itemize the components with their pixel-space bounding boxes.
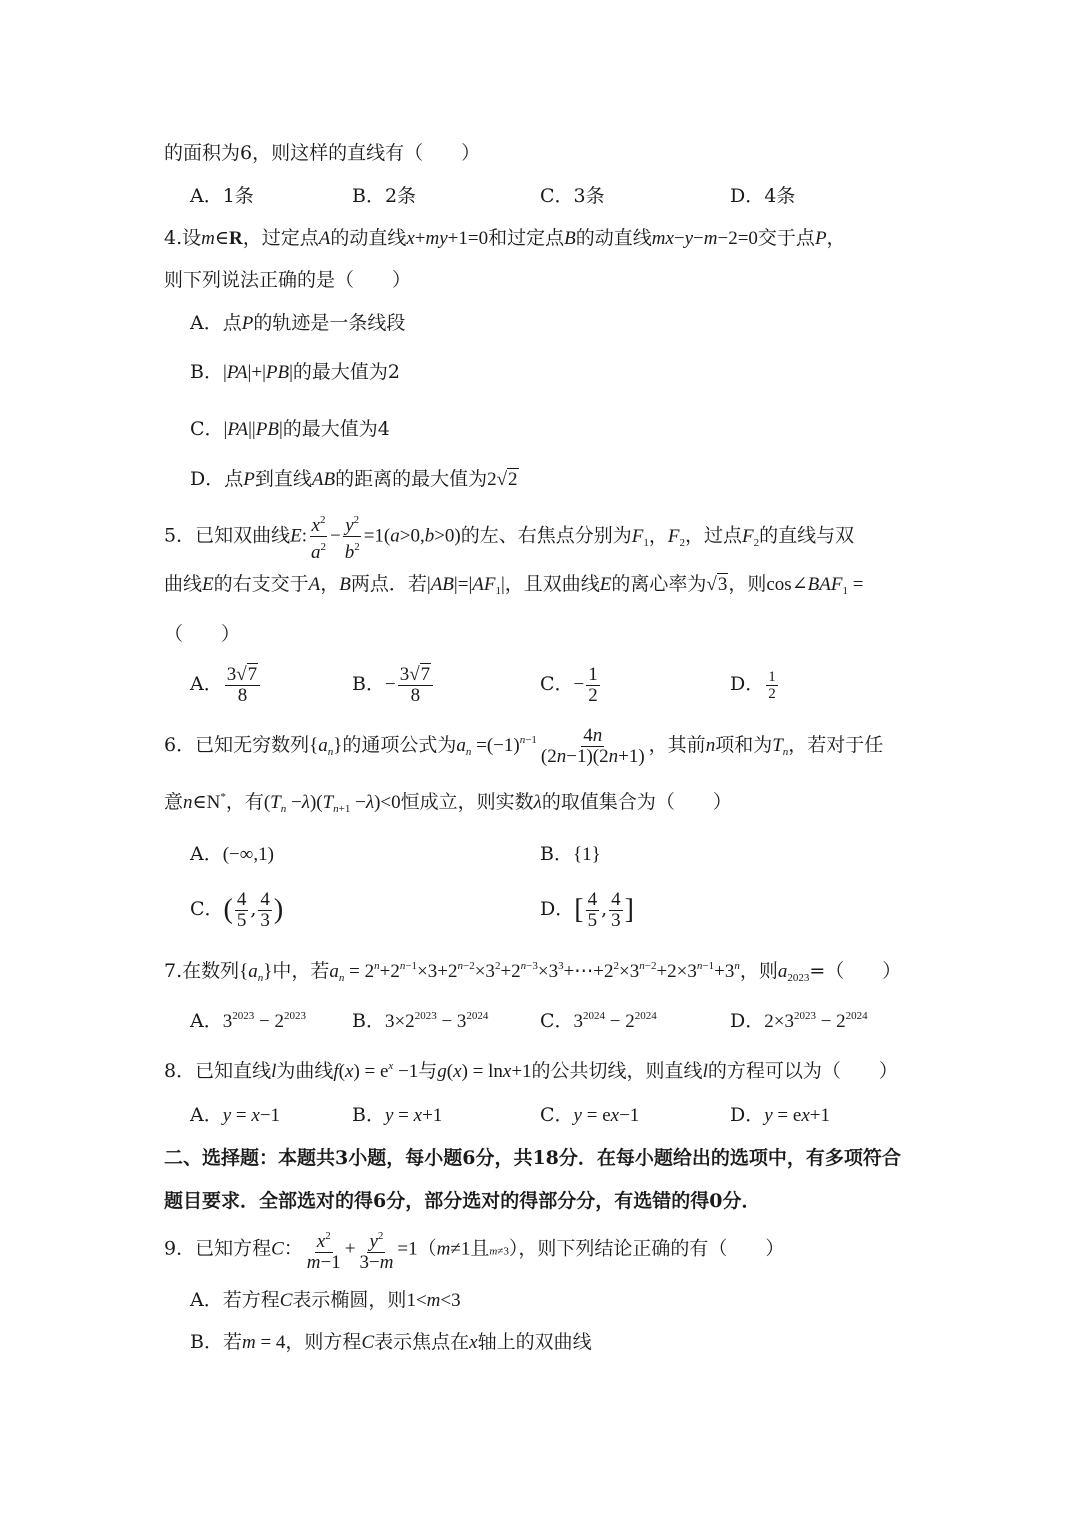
q4-stem-line2: 则下列说法正确的是（ ） [164,269,412,291]
q5-stem-line3: （ ） [164,623,241,645]
q3-option-b: B．2条 [352,185,417,207]
q8-option-d: D．y = ex+1 [730,1104,830,1126]
q4-stem-line1: 4.设m∈R，过定点A的动直线x+my+1=0和过定点B的动直线mx−y−m−2=0交于点P， [164,227,846,249]
q3-continuation: 的面积为6，则这样的直线有（ ） [164,142,481,164]
q8-option-c: C．y = ex−1 [540,1104,640,1126]
q7-stem: 7.在数列$\{a_n\}$中，若$a_n$ = $2^n+2^{n-1}\times 3+2^{n-2}\times 3^2+2^{n-3}\times 3^3+\cdots+2^2\times 3^{n-2}+2\times 3^{n-1}+3^n$，则$a_{2023}=$（ ） [164,960,902,984]
q6-stem-line2: 意n∈N*，有$(T_n -\lambda)(T_{n+1} -\lambda)<0$恒成立，则实数λ的取值集合为（ ） [164,791,732,815]
q4-option-c: C．|PA||PB|的最大值为4 [190,418,390,440]
q6-stem-line1: 6．已知无穷数列$\{a_n\}$的通项公式为$a_n =(-1)^{n-1}$ $\frac{4n}{(2n-1)(2n+1)}$ ，其前n项和为$T_n$，若对于任 [164,724,884,767]
q9-option-a: A．若方程C表示椭圆，则1<m<3 [190,1289,461,1311]
q7-option-b: B．$3\times 2^{2023} - 3^{2024}$ [352,1010,489,1032]
q7-option-d: D．$2\times 3^{2023} - 2^{2024}$ [730,1010,868,1032]
q4-option-a: A．点P的轨迹是一条线段 [190,312,406,334]
q3-option-c: C．3条 [540,185,605,207]
q6-option-a: A．(−∞,1) [190,843,274,865]
q7-option-a: A．$3^{2023} - 2^{2023}$ [190,1010,306,1032]
section2-heading-line2: 题目要求．全部选对的得6分，部分选对的得部分分，有选错的得0分． [164,1190,761,1212]
q5-option-a: A． $\frac{3√7}{8}$ [190,662,262,706]
q5-option-b: B．− $\frac{3√7}{8}$ [352,662,435,707]
q3-option-d: D．4条 [730,185,796,207]
q5-stem-line1: 5．已知双曲线E: $\frac{x^2}{a^2}$ − $\frac{y^2}{b^2}$ =1(a>0,b>0)的左、右焦点分别为$F_1$，$F_2$，过点$F_2$的直线与双 [164,510,854,565]
q9-stem: 9．已知方程C： $\frac{x^2}{m-1}$ + $\frac{y^2}{3-m}$ =1（m≠1且m≠3），则下列结论正确的有（ ） [164,1226,784,1274]
q6-option-c: C．( $\frac{4}{5}$ , $\frac{4}{3}$ ) [190,888,284,931]
q6-option-b: B．{1} [540,843,601,865]
q8-option-b: B．y = x+1 [352,1104,443,1126]
q5-stem-line2: 曲线E的右支交于A，B两点．若$|AB|=|AF_1|$，且双曲线E的离心率为√3，则$\cos\angle BAF_1$ = [164,573,864,597]
q9-option-b: B．若m = 4，则方程C表示焦点在x轴上的双曲线 [190,1331,592,1353]
q5-option-d: D． $\frac{1}{2}$ [730,668,776,702]
section2-heading-line1: 二、选择题：本题共3小题，每小题6分，共18分．在每小题给出的选项中，有多项符合 [164,1147,901,1169]
q4-option-b: B．|PA|+|PB|的最大值为2 [190,361,400,383]
q8-option-a: A．y = x−1 [190,1104,281,1126]
q3-option-a: A．1条 [190,185,254,207]
q8-stem: 8．已知直线l为曲线$f(x) = e^x -1$与g(x) = lnx+1的公共切线，则直线l的方程可以为（ ） [164,1060,898,1082]
q4-option-d: D．点P到直线AB的距离的最大值为2√2 [190,468,518,490]
q7-option-c: C．$3^{2024} - 2^{2024}$ [540,1010,657,1032]
q5-option-c: C．− $\frac{1}{2}$ [540,663,598,706]
q6-option-d: D．[ $\frac{4}{5}$ , $\frac{4}{3}$ ] [540,888,634,931]
